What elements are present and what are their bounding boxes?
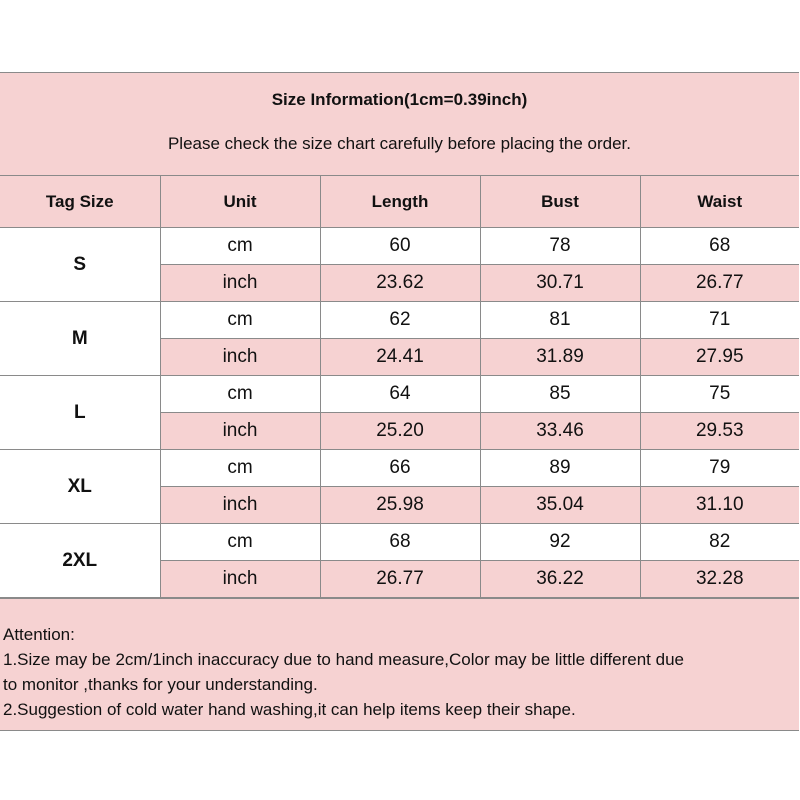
waist-cell: 82: [640, 524, 799, 561]
length-cell: 23.62: [320, 265, 480, 302]
length-cell: 68: [320, 524, 480, 561]
bust-cell: 89: [480, 450, 640, 487]
size-row-l-cm: [0, 376, 799, 413]
unit-cell: inch: [160, 487, 320, 524]
attention-notes: [0, 598, 799, 730]
size-row-m-cm: [0, 302, 799, 339]
waist-cell: 26.77: [640, 265, 799, 302]
tag-size-cell: XL: [0, 450, 160, 524]
column-header-length: Length: [320, 176, 480, 228]
length-cell: 66: [320, 450, 480, 487]
bust-cell: 33.46: [480, 413, 640, 450]
column-header-tag-size: Tag Size: [0, 176, 160, 228]
waist-cell: 79: [640, 450, 799, 487]
note-line-1a: 1.Size may be 2cm/1inch inaccuracy due to hand measure,Color may be little different due: [3, 650, 684, 669]
waist-cell: 31.10: [640, 487, 799, 524]
length-cell: 25.20: [320, 413, 480, 450]
unit-cell: cm: [160, 524, 320, 561]
unit-cell: inch: [160, 413, 320, 450]
size-row-2xl-cm: [0, 524, 799, 561]
length-cell: 26.77: [320, 561, 480, 598]
size-row-xl-cm: [0, 450, 799, 487]
note-line-1b: to monitor ,thanks for your understanding.: [3, 675, 318, 694]
column-header-bust: Bust: [480, 176, 640, 228]
size-row-s-cm: [0, 228, 799, 265]
unit-cell: cm: [160, 302, 320, 339]
bust-cell: 31.89: [480, 339, 640, 376]
size-table: [0, 176, 799, 598]
unit-cell: inch: [160, 339, 320, 376]
unit-cell: cm: [160, 228, 320, 265]
column-header-waist: Waist: [640, 176, 799, 228]
note-line-2: 2.Suggestion of cold water hand washing,it can help items keep their shape.: [3, 700, 576, 719]
size-chart: [0, 72, 799, 731]
unit-cell: inch: [160, 265, 320, 302]
tag-size-cell: M: [0, 302, 160, 376]
unit-cell: cm: [160, 450, 320, 487]
waist-cell: 29.53: [640, 413, 799, 450]
waist-cell: 68: [640, 228, 799, 265]
waist-cell: 32.28: [640, 561, 799, 598]
bust-cell: 35.04: [480, 487, 640, 524]
length-cell: 24.41: [320, 339, 480, 376]
bust-cell: 78: [480, 228, 640, 265]
length-cell: 25.98: [320, 487, 480, 524]
bust-cell: 92: [480, 524, 640, 561]
tag-size-cell: L: [0, 376, 160, 450]
bust-cell: 85: [480, 376, 640, 413]
notes-heading: Attention:: [3, 625, 75, 644]
length-cell: 60: [320, 228, 480, 265]
chart-subtitle: Please check the size chart carefully before placing the order.: [167, 134, 632, 153]
tag-size-cell: S: [0, 228, 160, 302]
waist-cell: 71: [640, 302, 799, 339]
waist-cell: 27.95: [640, 339, 799, 376]
bust-cell: 36.22: [480, 561, 640, 598]
unit-cell: cm: [160, 376, 320, 413]
chart-title: Size Information(1cm=0.39inch): [271, 90, 528, 109]
column-header-row: [0, 176, 799, 228]
length-cell: 64: [320, 376, 480, 413]
length-cell: 62: [320, 302, 480, 339]
chart-header: [0, 73, 799, 176]
bust-cell: 30.71: [480, 265, 640, 302]
bust-cell: 81: [480, 302, 640, 339]
unit-cell: inch: [160, 561, 320, 598]
tag-size-cell: 2XL: [0, 524, 160, 598]
column-header-unit: Unit: [160, 176, 320, 228]
waist-cell: 75: [640, 376, 799, 413]
